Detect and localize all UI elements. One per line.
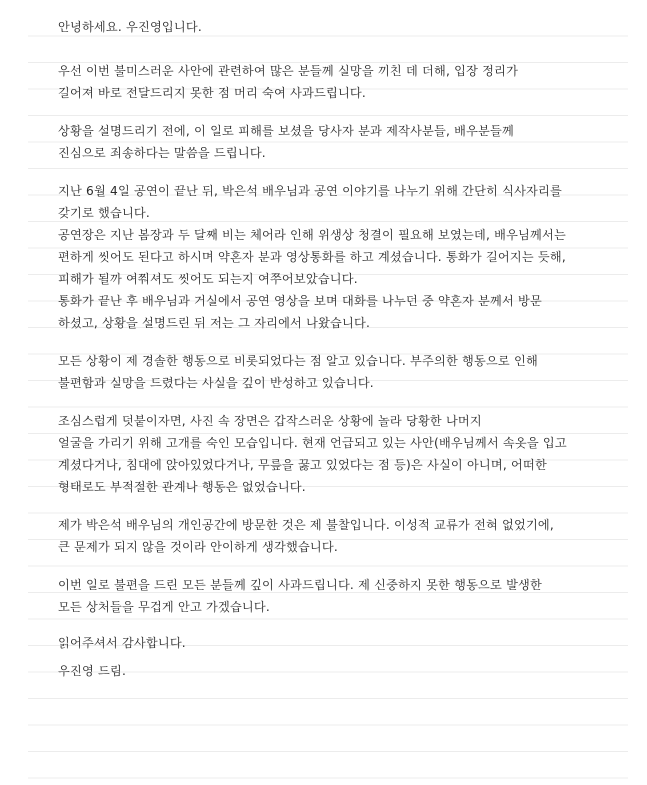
signature [58, 660, 618, 682]
text-line: 통화가 끝난 후 배우님과 거실에서 공연 영상을 보며 대화를 나누던 중 약혼자 분께서 방문 [58, 294, 542, 308]
text-line: 얼굴을 가리기 위해 고개를 숙인 모습입니다. 현재 언급되고 있는 사안(배우님께서 속옷을 입고 [58, 436, 567, 450]
text-line: 모든 상처들을 무겁게 안고 가겠습니다. [58, 600, 270, 614]
paragraph-reflection [58, 350, 618, 394]
text-line: 피해가 될까 여쭤셔도 씻어도 되는지 여쭈어보았습니다. [58, 272, 358, 286]
paragraph-final-apology [58, 574, 618, 618]
text-line: 제가 박은석 배우님의 개인공간에 방문한 것은 제 불찰입니다. 이성적 교류가 전혀 없었기에, [58, 518, 554, 532]
text-line: 계셨다거나, 침대에 앉아있었다거나, 무릎을 꿇고 있었다는 점 등)은 사실이 아니며, 어떠한 [58, 458, 547, 472]
text-line: 편하게 씻어도 된다고 하시며 약혼자 분과 영상통화를 하고 계셨습니다. 통화가 길어지는 듯해, [58, 250, 566, 264]
greeting-line: 안녕하세요. 우진영입니다. [58, 20, 202, 34]
text-line: 하셨고, 상황을 설명드린 뒤 저는 그 자리에서 나왔습니다. [58, 316, 371, 330]
paragraph-apology [58, 60, 618, 104]
text-line: 길어져 바로 전달드리지 못한 점 머리 숙여 사과드립니다. [58, 86, 366, 100]
handwritten-letter [58, 16, 618, 682]
text-line: 모든 상황이 제 경솔한 행동으로 비롯되었다는 점 알고 있습니다. 부주의한 행동으로 인해 [58, 354, 538, 368]
text-line: 이번 일로 불편을 드린 모든 분들께 깊이 사과드립니다. 제 신중하지 못한 행동으로 발생한 [58, 578, 542, 592]
text-line: 지난 6월 4일 공연이 끝난 뒤, 박은석 배우님과 공연 이야기를 나누기 위해 간단히 식사자리를 [58, 184, 562, 198]
text-line: 공연장은 지난 봄장과 두 달째 비는 체어라 인해 위생상 청결이 필요해 보였는데, 배우님께서는 [58, 228, 566, 242]
closing-line: 읽어주셔서 감사합니다. [58, 636, 186, 650]
text-line: 상황을 설명드리기 전에, 이 일로 피해를 보셨을 당사자 분과 제작사분들, 배우분들께 [58, 124, 514, 138]
text-line: 조심스럽게 덧붙이자면, 사진 속 장면은 갑작스러운 상황에 놀라 당황한 나머지 [58, 414, 482, 428]
signature-line: 우진영 드림. [58, 664, 127, 678]
closing [58, 632, 618, 654]
paragraph-clarification [58, 410, 618, 498]
text-line: 진심으로 죄송하다는 말씀을 드립니다. [58, 146, 266, 160]
text-line: 큰 문제가 되지 않을 것이라 안이하게 생각했습니다. [58, 540, 338, 554]
text-line: 우선 이번 불미스러운 사안에 관련하여 많은 분들께 실망을 끼친 데 더해, 입장 정리가 [58, 64, 519, 78]
paragraph-fault [58, 514, 618, 558]
paragraph-regret [58, 120, 618, 164]
text-line: 불편함과 실망을 드렸다는 사실을 깊이 반성하고 있습니다. [58, 376, 374, 390]
text-line: 갖기로 했습니다. [58, 206, 150, 220]
paragraph-events [58, 180, 618, 334]
greeting [58, 16, 618, 38]
text-line: 형태로도 부적절한 관계나 행동은 없었습니다. [58, 480, 306, 494]
